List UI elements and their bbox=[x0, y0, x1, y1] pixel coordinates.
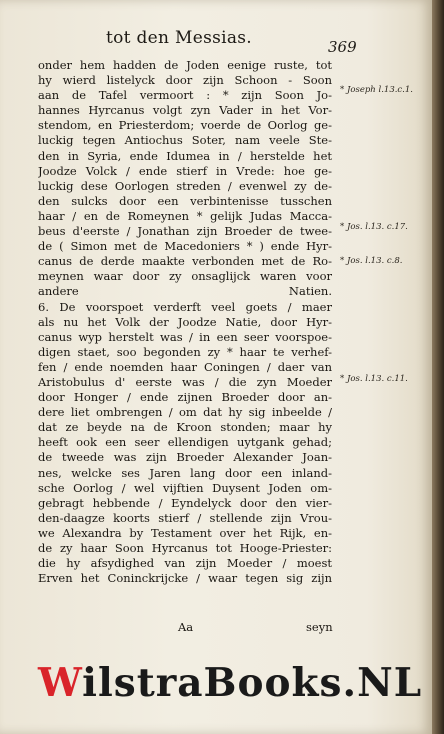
text-line: de tweede was zijn Broeder Alexander Joan- bbox=[38, 450, 332, 465]
text-line: luckig tegen Antiochus Soter, nam veele Ste- bbox=[38, 133, 332, 148]
text-line: den in Syria, ende Idumea in / herstelde het bbox=[38, 148, 332, 163]
text-line: we Alexandra by Testament over het Rijk, en- bbox=[38, 525, 332, 540]
text-line: de zy haar Soon Hyrcanus tot Hooge-Priester: bbox=[38, 541, 332, 555]
signature-mark: Aa bbox=[178, 620, 194, 634]
watermark-initial: W bbox=[38, 660, 83, 706]
text-line: aan de Tafel vermoort : * zijn Soon Jo- bbox=[38, 88, 332, 103]
page-number: 369 bbox=[328, 38, 357, 56]
book-edge bbox=[432, 0, 444, 734]
running-head: tot den Messias. bbox=[106, 28, 253, 48]
text-line: als nu het Volk der Joodze Natie, door Hyr- bbox=[38, 314, 332, 329]
text-line: dat ze beyde na de Kroon stonden; maar hy bbox=[38, 420, 332, 435]
text-line: fen / ende noemden haar Coningen / daer van bbox=[38, 359, 332, 374]
sidenote: * Jos. l.13. c.8. bbox=[340, 256, 403, 266]
text-line: andere Natien. bbox=[38, 284, 332, 299]
text-line: onder hem hadden de Joden eenige ruste, tot bbox=[38, 58, 332, 72]
text-line: hannes Hyrcanus volgt zyn Vader in het Vor- bbox=[38, 103, 332, 118]
text-line: Joodze Volck / ende stierf in Vrede: hoe ge- bbox=[38, 163, 332, 178]
text-line: die hy afsydighed van zijn Moeder / moest bbox=[38, 556, 332, 571]
text-line: Erven het Coninckrijcke / waar tegen sig zijn bbox=[38, 571, 332, 586]
watermark-logo bbox=[38, 660, 422, 706]
body-text bbox=[38, 58, 332, 586]
catchword: seyn bbox=[306, 620, 333, 634]
text-line: digen staet, soo begonden zy * haar te verhef- bbox=[38, 344, 332, 359]
sidenote: * Jos. l.13. c.17. bbox=[340, 222, 408, 232]
text-line: heeft ook een seer ellendigen uytgank gehad; bbox=[38, 435, 332, 450]
text-line: hy wierd listelyck door zijn Schoon - Soon bbox=[38, 73, 332, 88]
text-line: beus d'eerste / Jonathan zijn Broeder de twee- bbox=[38, 224, 332, 239]
text-line: den sulcks door een verbintenisse tusschen bbox=[38, 193, 332, 208]
text-line: gebragt hebbende / Eyndelyck door den vier- bbox=[38, 495, 332, 510]
text-line: de ( Simon met de Macedoniers * ) ende Hyr- bbox=[38, 239, 332, 254]
text-line: canus wyp herstelt was / in een seer voorspoe- bbox=[38, 329, 332, 344]
sidenote: * Joseph l.13.c.1. bbox=[340, 85, 413, 95]
text-line: canus de derde maakte verbonden met de Ro- bbox=[38, 254, 332, 269]
text-line: dere liet ombrengen / om dat hy sig inbeelde / bbox=[38, 405, 332, 420]
text-line: luckig dese Oorlogen streden / evenwel zy de- bbox=[38, 178, 332, 193]
text-line: door Honger / ende zijnen Broeder door an- bbox=[38, 390, 332, 405]
text-line: stendom, en Priesterdom; voerde de Oorlog ge- bbox=[38, 118, 332, 133]
sidenote: * Jos. l.13. c.11. bbox=[340, 374, 408, 384]
text-line: haar / en de Romeynen * gelijk Judas Macca- bbox=[38, 208, 332, 223]
text-line: 6. De voorspoet verderft veel goets / maer bbox=[38, 299, 332, 314]
text-line: nes, welcke ses Jaren lang door een inland- bbox=[38, 465, 332, 480]
text-line: sche Oorlog / wel vijftien Duysent Joden om- bbox=[38, 480, 332, 495]
text-line: meynen waar door zy onsaglijck waren voor bbox=[38, 269, 332, 284]
text-line: den-daagze koorts stierf / stellende zijn Vrou- bbox=[38, 510, 332, 525]
watermark-text: ilstraBooks.NL bbox=[82, 660, 423, 706]
text-line: Aristobulus d' eerste was / die zyn Moeder bbox=[38, 374, 332, 389]
